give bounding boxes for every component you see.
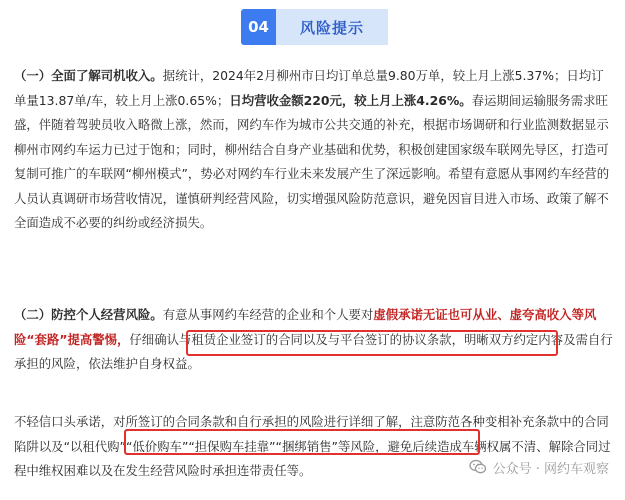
text-operating-risk-intro: 有意从事网约车经营的企业和个人要对	[162, 307, 374, 322]
heading-driver-income: （一）全面了解司机收入。	[14, 68, 163, 83]
heading-operating-risk: （二）防控个人经营风险。	[14, 307, 163, 322]
text-risk-types: “以租代购”“低价购车”“担保购车挂靠”“捆绑销售”等风险，	[63, 438, 388, 454]
text-operating-risk-body: 明晰双方约定内容及需自行承担的风险，依法维护自身权益。	[14, 331, 613, 371]
text-driver-income-stats: 据统计，2024年2月柳州市日均订单总量9.80万单，较上月上涨5.37%；日均订单量13.87单/车，较上月上涨0.65%；	[14, 68, 604, 108]
section-title: 风险提示	[276, 9, 388, 45]
section-header	[241, 9, 388, 45]
text-verbal-promise-intro: 不轻信口头承诺，对所签订的合同条款和自行承担的风险进行详细了解，注意防范各种变相补充条款中的合同陷阱以及	[14, 414, 609, 454]
text-verbal-promise-body: 避免后续造成车辆权属不清、解除合同过程中维权困难以及在发生经营风险时承担连带责任等。	[14, 438, 611, 478]
text-contract-confirm: 仔细确认与租赁企业签订的合同以及与平台签订的协议条款，	[129, 331, 464, 347]
text-false-promise-warning: 虚假承诺无证也可从业、虚夸高收入等风险“套路”提高警惕，	[14, 307, 597, 347]
wechat-icon	[469, 458, 487, 476]
text-driver-income-body: 春运期间运输服务需求旺盛，伴随着驾驶员收入略微上涨，然而，网约车作为城市公共交通的补充，根据市场调研和行业监测数据显示柳州市网约车运力已过于饱和；同时，柳州结合自身产业基础和优势，积极创建国家级车联网先导区，打造可复制可推广的车联网“柳州模式”，势必对网约车行业未来发展产生了深远影响。希望有意愿从事网约车经营的人员认真调研市场营收情况，谨慎研判经营风险，切实增强风险防范意识，避免因盲目进入市场、政策了解不全面造成不必要的纠纷或经济损失。	[14, 92, 610, 230]
watermark-text: 公众号 · 网约车观察	[492, 461, 609, 477]
text-daily-revenue: 日均营收金额220元，较上月上涨4.26%。	[229, 92, 472, 108]
watermark	[465, 456, 613, 478]
paragraph-operating-risk	[14, 303, 614, 377]
paragraph-driver-income	[14, 64, 614, 236]
section-number: 04	[241, 9, 276, 45]
